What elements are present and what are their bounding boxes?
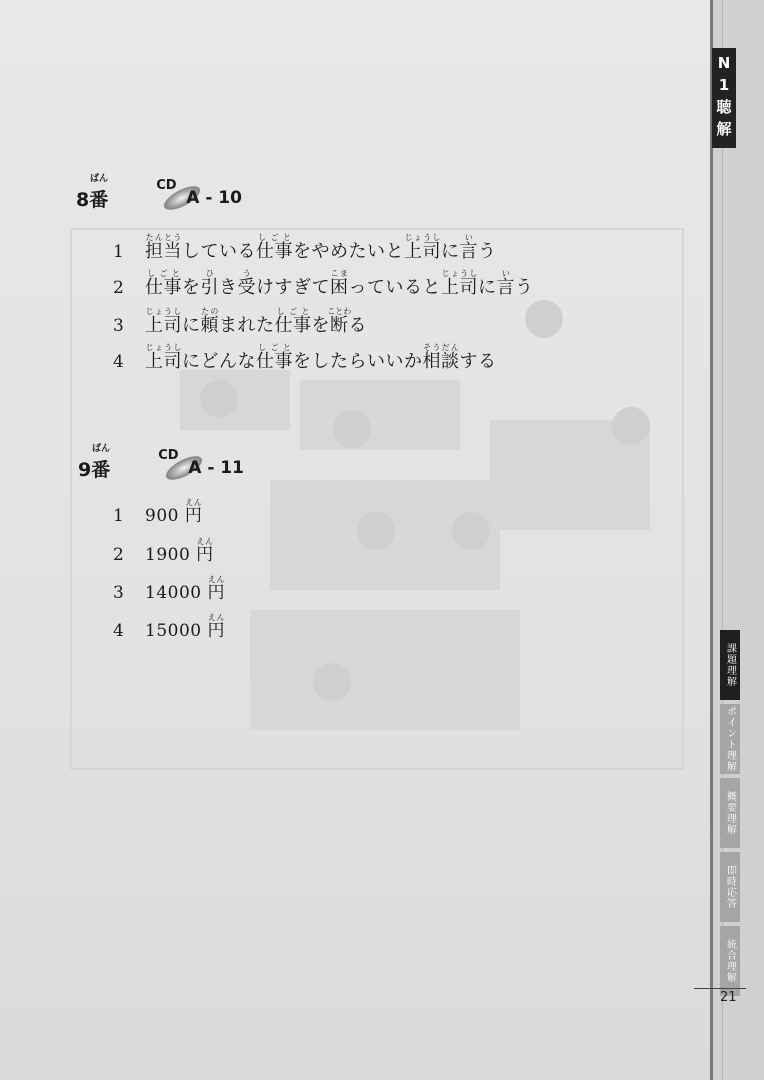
furigana-word: 相談そうだん: [422, 343, 460, 372]
show-through-letter: [452, 512, 490, 550]
option-text-segment: けすぎて: [256, 277, 330, 298]
furigana-reading: えん: [207, 575, 225, 584]
cd-track-label: [158, 448, 258, 482]
option-text: [145, 537, 214, 565]
ban-ruby: ばん: [90, 174, 109, 184]
furigana-word: 仕事しごと: [256, 233, 293, 262]
option-number: 3: [113, 583, 124, 603]
question-header: [76, 174, 256, 212]
furigana-reading: じょうし: [404, 233, 441, 242]
furigana-reading: こま: [330, 269, 349, 278]
furigana-reading: じょうし: [145, 343, 182, 352]
question-number-digit: 8: [76, 189, 90, 211]
furigana-reading: しごと: [145, 269, 182, 278]
furigana-reading: えん: [184, 498, 203, 507]
option-text-segment: まれた: [219, 315, 275, 336]
furigana-reading: い: [459, 233, 478, 242]
furigana-reading: じょうし: [145, 307, 182, 316]
show-through-shape: [300, 380, 460, 450]
furigana-word: 仕事しごと: [145, 269, 182, 298]
furigana-reading: ひ: [200, 269, 219, 278]
furigana-reading: い: [496, 269, 515, 278]
page-spine: [710, 0, 713, 1080]
show-through-letter: [333, 410, 371, 448]
option-text: [145, 307, 367, 337]
furigana-word: 引ひ: [200, 269, 219, 298]
section-tab-sokuji: 即時応答: [720, 852, 740, 922]
furigana-reading: ことわ: [327, 307, 352, 316]
option-text-segment: をやめたいと: [293, 241, 404, 262]
show-through-letter: [612, 407, 650, 445]
furigana-reading: う: [237, 269, 256, 278]
option-number: 1: [113, 506, 124, 526]
option-text-segment: をしたらいいか: [293, 351, 423, 372]
cd-label: CD: [156, 178, 177, 193]
level-tab-char: N: [717, 54, 731, 72]
section-tab-gaiyou: 概要理解: [720, 778, 740, 848]
furigana-word: 担当たんとう: [145, 233, 182, 262]
option-number: 4: [113, 352, 124, 372]
furigana-reading: たんとう: [145, 233, 182, 242]
furigana-word: 円えん: [184, 498, 203, 526]
furigana-reading: じょうし: [441, 269, 478, 278]
page-number: 21: [720, 990, 737, 1005]
option-text-segment: 14000: [145, 583, 208, 603]
option-text-segment: にどんな: [182, 351, 256, 372]
option-text: [145, 343, 497, 373]
option-text-segment: っていると: [348, 277, 441, 298]
show-through-letter: [357, 512, 395, 550]
furigana-reading: えん: [207, 613, 225, 622]
furigana-reading: えん: [196, 537, 214, 546]
option-text-segment: き: [219, 277, 238, 298]
level-tab-char: 解: [716, 120, 732, 138]
option-number: 4: [113, 621, 124, 641]
furigana-reading: そうだん: [422, 343, 460, 352]
option-text-segment: に: [182, 315, 201, 336]
level-tab: [712, 48, 736, 148]
option-text: [145, 233, 497, 263]
answer-option: [113, 269, 534, 299]
furigana-word: 受う: [237, 269, 256, 298]
answer-option: [113, 233, 497, 263]
furigana-word: 言い: [496, 269, 515, 298]
furigana-reading: しごと: [256, 233, 293, 242]
option-text-segment: する: [459, 351, 497, 372]
furigana-word: 円えん: [207, 613, 225, 641]
furigana-word: 仕事しごと: [274, 307, 312, 336]
ban-ruby: ばん: [92, 444, 111, 454]
furigana-word: 仕事しごと: [256, 343, 293, 372]
furigana-word: 言い: [459, 233, 478, 262]
option-text-segment: を: [311, 315, 330, 336]
show-through-shape: [250, 610, 520, 730]
section-tab-kadai: 課題理解: [720, 630, 740, 700]
option-text-segment: に: [478, 277, 497, 298]
furigana-word: 上司じょうし: [441, 269, 478, 298]
option-text-segment: 15000: [145, 621, 208, 641]
option-text-segment: を: [182, 277, 201, 298]
furigana-word: 円えん: [196, 537, 214, 565]
section-tab-tougou: 統合理解: [720, 926, 740, 996]
question-number: [78, 444, 111, 482]
answer-option: [113, 575, 225, 603]
furigana-word: 上司じょうし: [145, 343, 182, 372]
option-text-segment: う: [515, 277, 534, 298]
option-text: [145, 498, 202, 526]
option-text: [145, 575, 225, 603]
answer-option: [113, 613, 225, 641]
answer-option: [113, 307, 367, 337]
furigana-word: 上司じょうし: [404, 233, 441, 262]
answer-option: [113, 537, 214, 565]
option-number: 3: [113, 316, 124, 336]
show-through-letter: [200, 380, 238, 418]
answer-option: [113, 343, 497, 373]
furigana-reading: たの: [200, 307, 219, 316]
track-number: A - 11: [188, 458, 244, 478]
option-text-segment: 1900: [145, 545, 197, 565]
option-text-segment: 900: [145, 506, 185, 526]
furigana-word: 困こま: [330, 269, 349, 298]
show-through-letter: [525, 300, 563, 338]
track-number: A - 10: [186, 188, 242, 208]
answer-option: [113, 498, 202, 526]
section-tab-point: ポイント理解: [720, 704, 740, 774]
furigana-word: 断ことわ: [327, 307, 352, 336]
page-number-rule: [694, 988, 746, 989]
furigana-word: 頼たの: [200, 307, 219, 336]
question-number-ban: 番: [89, 189, 109, 211]
option-text-segment: る: [348, 315, 367, 336]
question-number: [76, 174, 109, 212]
question-header: [78, 444, 258, 482]
level-tab-char: 1: [718, 76, 730, 94]
option-number: 2: [113, 278, 124, 298]
level-tab-char: 聴: [716, 98, 732, 116]
furigana-reading: しごと: [274, 307, 312, 316]
option-text: [145, 613, 225, 641]
show-through-letter: [313, 663, 351, 701]
cd-label: CD: [158, 448, 179, 463]
option-text-segment: う: [478, 241, 497, 262]
question-number-digit: 9: [78, 459, 92, 481]
option-text: [145, 269, 534, 299]
furigana-reading: しごと: [256, 343, 293, 352]
option-number: 1: [113, 242, 124, 262]
option-text-segment: に: [441, 241, 460, 262]
option-number: 2: [113, 545, 124, 565]
section-tabs: [720, 630, 740, 1000]
furigana-word: 円えん: [207, 575, 225, 603]
option-text-segment: している: [182, 241, 256, 262]
cd-track-label: [156, 178, 256, 212]
furigana-word: 上司じょうし: [145, 307, 182, 336]
question-number-ban: 番: [91, 459, 111, 481]
